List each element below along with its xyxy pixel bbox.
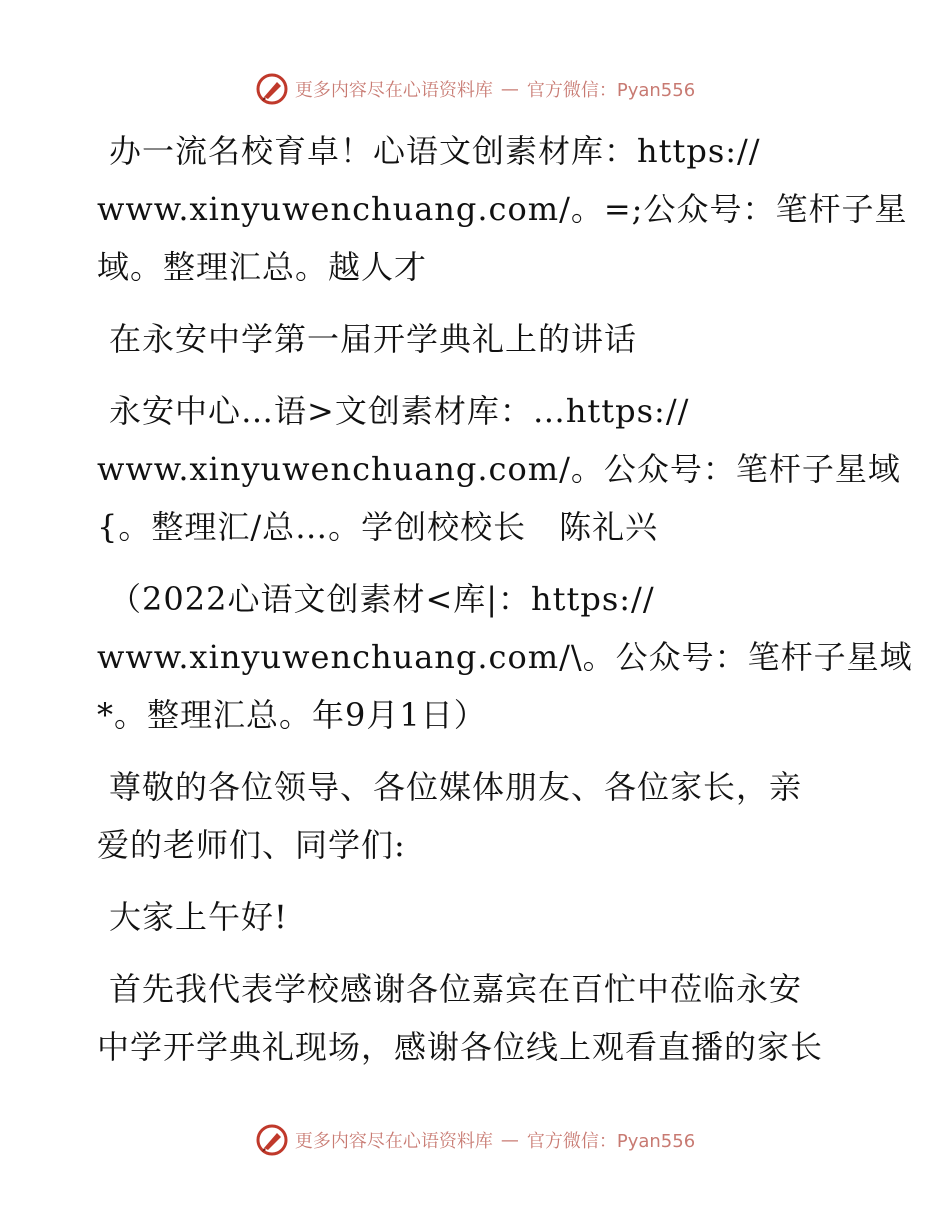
paragraph-date (97, 570, 913, 744)
text-line: 域。整理汇总。越人才 (97, 248, 428, 286)
header-watermark (0, 72, 950, 106)
text-line: 中学开学典礼现场，感谢各位线上观看直播的家长 (97, 1028, 824, 1066)
document-title (97, 310, 857, 368)
watermark-separator: — (500, 1129, 519, 1151)
pen-logo-icon (255, 1123, 289, 1157)
text-line: 在永安中学第一届开学典礼上的讲话 (109, 320, 638, 358)
watermark-text: 更多内容尽在心语资料库 (294, 1131, 493, 1152)
watermark-contact: 官方微信：Pyan556 (526, 80, 696, 101)
watermark-separator: — (500, 78, 519, 100)
text-line: 永安中心…语>文创素材库：…https:// (109, 392, 690, 430)
document-body (97, 122, 913, 1090)
text-line: *。整理汇总。年9月1日） (97, 696, 487, 734)
text-line: 首先我代表学校感谢各位嘉宾在百忙中莅临永安 (109, 970, 803, 1008)
text-line: 大家上午好! (109, 898, 288, 936)
paragraph-intro (97, 122, 908, 296)
watermark-text: 更多内容尽在心语资料库 (294, 80, 493, 101)
text-line: 爱的老师们、同学们: (97, 826, 406, 864)
text-line: 办一流名校育卓！心语文创素材库：https:// (109, 132, 761, 170)
watermark-contact: 官方微信：Pyan556 (526, 1131, 696, 1152)
text-line: {。整理汇/总…。学创校校长 陈礼兴 (97, 508, 659, 546)
footer-watermark (0, 1123, 950, 1157)
text-line: www.xinyuwenchuang.com/。公众号：笔杆子星域 (97, 450, 901, 488)
paragraph-greeting (97, 888, 857, 946)
paragraph-author (97, 382, 901, 556)
text-line: www.xinyuwenchuang.com/。=;公众号：笔杆子星 (97, 190, 908, 228)
pen-logo-icon (255, 72, 289, 106)
paragraph-salutation (97, 758, 857, 874)
text-line: 尊敬的各位领导、各位媒体朋友、各位家长，亲 (109, 768, 803, 806)
text-line: （2022心语文创素材<库|：https:// (109, 580, 655, 618)
paragraph-body (97, 960, 857, 1076)
text-line: www.xinyuwenchuang.com/\。公众号：笔杆子星域 (97, 638, 913, 676)
